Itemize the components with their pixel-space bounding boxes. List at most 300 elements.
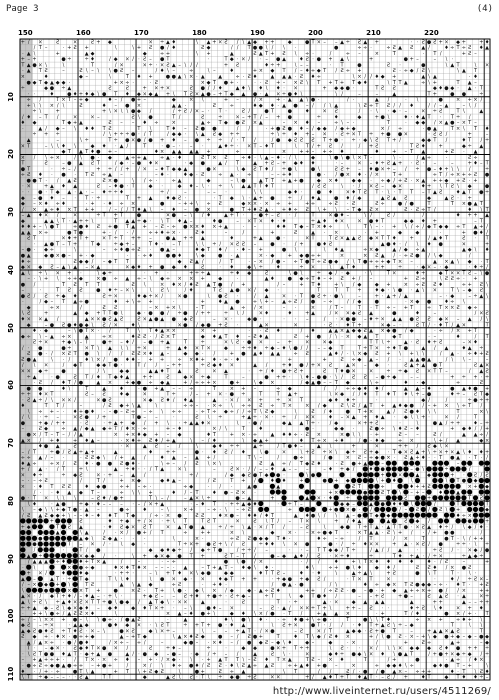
stitch-symbol: ◆ [85, 322, 89, 328]
stitch-symbol: · [231, 253, 233, 259]
stitch-symbol: / [39, 97, 41, 103]
stitch-symbol: ♦ [21, 224, 25, 230]
stitch-symbol: · [388, 449, 390, 455]
stitch-symbol: ● [114, 311, 119, 317]
stitch-symbol: / [393, 409, 395, 415]
stitch-symbol: Ƨ [132, 351, 135, 357]
stitch-symbol: \ [330, 646, 332, 652]
stitch-symbol: ÷ [195, 380, 199, 386]
stitch-symbol: T [78, 363, 83, 369]
stitch-symbol: T [136, 634, 141, 640]
stitch-symbol: ♦ [108, 513, 112, 519]
stitch-symbol: T [421, 322, 426, 328]
stitch-symbol: · [411, 39, 413, 45]
stitch-symbol: – [138, 484, 141, 490]
stitch-symbol: + [119, 455, 123, 461]
stitch-symbol: ● [398, 132, 403, 138]
stitch-symbol: Ƨ [375, 143, 378, 149]
stitch-symbol: – [196, 501, 199, 507]
stitch-symbol: T [154, 599, 159, 605]
stitch-symbol: \ [214, 611, 216, 617]
stitch-symbol: ÷ [439, 328, 443, 334]
stitch-symbol: T [386, 270, 391, 276]
stitch-symbol: ▲ [137, 582, 141, 588]
stitch-symbol: T [305, 143, 310, 149]
stitch-symbol: + [119, 496, 123, 502]
stitch-symbol: Ƨ [45, 478, 48, 484]
stitch-symbol: Ƨ [201, 155, 204, 161]
stitch-symbol: \ [306, 97, 308, 103]
stitch-symbol: ♦ [55, 207, 59, 213]
stitch-symbol: ÷ [212, 507, 216, 513]
stitch-symbol: Ƨ [422, 39, 425, 45]
stitch-symbol: · [219, 507, 221, 513]
stitch-symbol: ● [328, 542, 333, 548]
stitch-symbol: + [473, 374, 477, 380]
stitch-symbol: ◆ [410, 328, 414, 334]
stitch-symbol: T [374, 334, 379, 340]
stitch-symbol: × [96, 646, 100, 652]
stitch-symbol: \ [173, 91, 175, 97]
stitch-symbol: ● [311, 472, 316, 478]
stitch-symbol: – [393, 322, 396, 328]
stitch-symbol: T [473, 126, 478, 132]
stitch-symbol: ♦ [84, 605, 88, 611]
stitch-symbol: ♦ [357, 623, 361, 629]
stitch-symbol: – [480, 161, 483, 167]
stitch-symbol: / [57, 213, 59, 219]
stitch-symbol: ◆ [85, 501, 89, 507]
stitch-symbol: ◆ [131, 542, 135, 548]
stitch-symbol: \ [196, 241, 198, 247]
stitch-symbol: – [358, 51, 361, 57]
stitch-symbol: – [167, 444, 170, 450]
stitch-symbol: ▲ [172, 455, 176, 461]
stitch-symbol: – [167, 651, 170, 657]
stitch-symbol: · [63, 657, 65, 663]
stitch-symbol: × [27, 317, 31, 323]
stitch-symbol: ● [166, 253, 171, 259]
stitch-symbol: ▲ [474, 149, 478, 155]
stitch-symbol: ▲ [85, 334, 89, 340]
stitch-symbol: · [411, 340, 413, 346]
stitch-symbol: + [265, 438, 269, 444]
filled-stitch [270, 484, 275, 489]
stitch-symbol: – [155, 166, 158, 172]
stitch-symbol: ◆ [317, 178, 321, 184]
stitch-symbol: + [485, 241, 489, 247]
stitch-symbol: ÷ [346, 386, 350, 392]
stitch-symbol: / [63, 363, 65, 369]
stitch-symbol: × [450, 270, 454, 276]
stitch-symbol: Ƨ [375, 184, 378, 190]
stitch-symbol: · [225, 646, 227, 652]
stitch-symbol: ● [241, 351, 246, 357]
stitch-symbol: – [91, 189, 94, 195]
stitch-symbol: ÷ [357, 571, 361, 577]
stitch-symbol: / [74, 640, 76, 646]
stitch-symbol: ◆ [421, 138, 425, 144]
stitch-symbol: / [324, 103, 326, 109]
stitch-symbol: / [237, 45, 239, 51]
stitch-symbol: ÷ [485, 138, 489, 144]
stitch-symbol: Ƨ [381, 86, 384, 92]
stitch-symbol: ● [235, 288, 240, 294]
stitch-symbol: · [335, 542, 337, 548]
stitch-symbol: Ƨ [213, 103, 216, 109]
stitch-symbol: ♦ [264, 184, 268, 190]
filled-stitch [432, 461, 437, 466]
stitch-symbol: Ƨ [451, 184, 454, 190]
stitch-symbol: – [184, 455, 187, 461]
stitch-symbol: / [150, 109, 152, 115]
stitch-symbol: T [73, 207, 78, 213]
stitch-symbol: ◆ [62, 80, 66, 86]
stitch-symbol: ◆ [468, 305, 472, 311]
stitch-symbol: ♦ [38, 172, 42, 178]
stitch-symbol: \ [138, 114, 140, 120]
stitch-symbol: T [96, 478, 101, 484]
stitch-symbol: ▲ [416, 386, 420, 392]
stitch-symbol: × [334, 392, 338, 398]
stitch-symbol: ÷ [27, 455, 31, 461]
stitch-symbol: + [433, 80, 437, 86]
stitch-symbol: \ [451, 357, 453, 363]
stitch-symbol: Ƨ [439, 340, 442, 346]
stitch-symbol: – [463, 340, 466, 346]
stitch-symbol: ♦ [293, 444, 297, 450]
stitch-symbol: × [346, 172, 350, 178]
stitch-symbol: × [294, 86, 298, 92]
stitch-symbol: ÷ [32, 461, 36, 467]
stitch-symbol: + [166, 230, 170, 236]
stitch-symbol: T [61, 467, 66, 473]
stitch-symbol: ◆ [352, 599, 356, 605]
stitch-symbol: · [376, 588, 378, 594]
stitch-symbol: ◆ [288, 386, 292, 392]
stitch-symbol: Ƨ [439, 189, 442, 195]
stitch-symbol: × [108, 334, 112, 340]
stitch-symbol: Ƨ [62, 322, 65, 328]
stitch-symbol: ● [479, 634, 484, 640]
stitch-symbol: T [212, 519, 217, 525]
stitch-symbol: ÷ [415, 224, 419, 230]
stitch-symbol: + [27, 103, 31, 109]
stitch-symbol: \ [283, 651, 285, 657]
stitch-symbol: Ƨ [340, 588, 343, 594]
stitch-symbol: · [185, 161, 187, 167]
stitch-symbol: \ [68, 265, 70, 271]
stitch-symbol: · [399, 109, 401, 115]
stitch-symbol: · [312, 571, 314, 577]
stitch-symbol: · [260, 328, 262, 334]
stitch-symbol: ◆ [387, 328, 391, 334]
stitch-symbol: / [190, 548, 192, 554]
stitch-symbol: ● [50, 86, 55, 92]
stitch-symbol: ▲ [230, 172, 234, 178]
stitch-symbol: \ [301, 270, 303, 276]
stitch-symbol: + [160, 86, 164, 92]
stitch-symbol: ▲ [189, 496, 193, 502]
stitch-symbol: ▲ [479, 109, 483, 115]
filled-stitch [44, 536, 49, 541]
stitch-symbol: ◆ [62, 149, 66, 155]
stitch-symbol: T [392, 51, 397, 57]
stitch-symbol: Ƨ [375, 201, 378, 207]
stitch-symbol: / [428, 530, 430, 536]
stitch-symbol: T [316, 623, 321, 629]
stitch-symbol: Ƨ [120, 461, 123, 467]
stitch-symbol: \ [202, 588, 204, 594]
stitch-symbol: ♦ [183, 345, 187, 351]
stitch-symbol: ◆ [404, 368, 408, 374]
stitch-symbol: + [230, 351, 234, 357]
stitch-symbol: T [270, 109, 275, 115]
stitch-symbol: Ƨ [79, 628, 82, 634]
stitch-symbol: ▲ [346, 328, 350, 334]
stitch-symbol: – [56, 415, 59, 421]
stitch-symbol: ♦ [311, 74, 315, 80]
stitch-symbol: \ [486, 293, 488, 299]
stitch-symbol: – [184, 611, 187, 617]
stitch-symbol: · [115, 553, 117, 559]
stitch-symbol: – [318, 345, 321, 351]
stitch-symbol: Ƨ [137, 317, 140, 323]
stitch-symbol: ♦ [148, 161, 152, 167]
stitch-symbol: · [347, 640, 349, 646]
stitch-symbol: ♦ [264, 166, 268, 172]
stitch-symbol: T [427, 91, 432, 97]
stitch-symbol: Ƨ [224, 322, 227, 328]
stitch-symbol: ▲ [178, 611, 182, 617]
stitch-symbol: ● [56, 449, 61, 455]
stitch-symbol: + [32, 657, 36, 663]
stitch-symbol: Ƨ [364, 374, 367, 380]
filled-stitch [461, 501, 466, 506]
stitch-symbol: × [346, 415, 350, 421]
stitch-symbol: + [421, 634, 425, 640]
stitch-symbol: ◆ [468, 651, 472, 657]
stitch-symbol: · [434, 322, 436, 328]
stitch-symbol: T [316, 605, 321, 611]
stitch-symbol: – [468, 599, 471, 605]
stitch-symbol: Ƨ [335, 236, 338, 242]
stitch-symbol: T [212, 282, 217, 288]
stitch-symbol: – [91, 496, 94, 502]
stitch-symbol: ▲ [381, 195, 385, 201]
stitch-symbol: ÷ [363, 45, 367, 51]
stitch-symbol: ▲ [131, 455, 135, 461]
stitch-symbol: ◆ [247, 265, 251, 271]
stitch-symbol: ◆ [241, 594, 245, 600]
stitch-symbol: \ [428, 634, 430, 640]
stitch-symbol: · [156, 657, 158, 663]
stitch-symbol: ● [177, 553, 182, 559]
filled-stitch [61, 565, 66, 570]
stitch-symbol: ▲ [212, 397, 216, 403]
stitch-symbol: Ƨ [114, 305, 117, 311]
stitch-symbol: ♦ [415, 426, 419, 432]
stitch-symbol: ♦ [131, 357, 135, 363]
filled-stitch [61, 524, 66, 529]
stitch-symbol: ◆ [381, 74, 385, 80]
stitch-symbol: \ [347, 57, 349, 63]
stitch-symbol: ▲ [62, 599, 66, 605]
stitch-symbol: × [172, 120, 176, 126]
stitch-symbol: ♦ [67, 599, 71, 605]
stitch-symbol: ● [438, 542, 443, 548]
stitch-symbol: + [433, 403, 437, 409]
stitch-symbol: ▲ [259, 120, 263, 126]
stitch-symbol: ÷ [294, 259, 298, 265]
stitch-symbol: \ [243, 438, 245, 444]
stitch-symbol: T [374, 86, 379, 92]
stitch-symbol: \ [45, 611, 47, 617]
stitch-symbol: ▲ [143, 444, 147, 450]
stitch-symbol: · [40, 288, 42, 294]
stitch-symbol: / [428, 253, 430, 259]
stitch-symbol: + [305, 646, 309, 652]
stitch-symbol: · [254, 213, 256, 219]
stitch-symbol: ÷ [259, 265, 263, 271]
stitch-symbol: · [457, 571, 459, 577]
stitch-symbol: ÷ [125, 571, 129, 577]
stitch-symbol: / [156, 363, 158, 369]
stitch-symbol: ♦ [131, 322, 135, 328]
stitch-symbol: T [369, 513, 374, 519]
stitch-symbol: T [55, 241, 60, 247]
stitch-symbol: ▲ [253, 444, 257, 450]
stitch-symbol: / [353, 392, 355, 398]
stitch-symbol: ▲ [410, 599, 414, 605]
stitch-symbol: ▲ [468, 86, 472, 92]
stitch-symbol: ♦ [485, 39, 489, 45]
stitch-symbol: \ [393, 623, 395, 629]
stitch-symbol: / [144, 455, 146, 461]
stitch-symbol: \ [347, 224, 349, 230]
stitch-symbol: + [473, 276, 477, 282]
stitch-symbol: Ƨ [201, 114, 204, 120]
stitch-symbol: × [410, 299, 414, 305]
filled-stitch [455, 466, 460, 471]
stitch-symbol: ♦ [351, 519, 355, 525]
stitch-symbol: · [80, 270, 82, 276]
stitch-symbol: ◆ [21, 201, 25, 207]
stitch-symbol: – [352, 501, 355, 507]
stitch-symbol: T [67, 149, 72, 155]
stitch-symbol: Ƨ [422, 542, 425, 548]
stitch-symbol: – [231, 634, 234, 640]
stitch-symbol: \ [364, 213, 366, 219]
stitch-symbol: ▲ [178, 634, 182, 640]
stitch-symbol: T [357, 189, 362, 195]
stitch-symbol: · [480, 455, 482, 461]
stitch-symbol: ♦ [270, 276, 274, 282]
stitch-symbol: Ƨ [364, 449, 367, 455]
stitch-symbol: ÷ [386, 166, 390, 172]
stitch-symbol: \ [45, 507, 47, 513]
stitch-symbol: × [381, 322, 385, 328]
stitch-symbol: Ƨ [311, 657, 314, 663]
stitch-symbol: + [143, 594, 147, 600]
stitch-symbol: · [469, 455, 471, 461]
stitch-symbol: + [323, 605, 327, 611]
stitch-symbol: / [469, 467, 471, 473]
stitch-symbol: ÷ [323, 449, 327, 455]
stitch-symbol: + [439, 178, 443, 184]
stitch-symbol: Ƨ [404, 363, 407, 369]
stitch-symbol: T [55, 97, 60, 103]
stitch-symbol: ♦ [84, 224, 88, 230]
stitch-symbol: + [282, 363, 286, 369]
stitch-symbol: ÷ [67, 345, 71, 351]
stitch-symbol: ● [206, 605, 211, 611]
stitch-symbol: ♦ [270, 542, 274, 548]
stitch-symbol: + [259, 247, 263, 253]
stitch-symbol: / [109, 640, 111, 646]
filled-stitch [409, 518, 414, 523]
stitch-symbol: + [44, 276, 48, 282]
stitch-symbol: ◆ [102, 363, 106, 369]
stitch-symbol: · [318, 97, 320, 103]
stitch-symbol: \ [231, 403, 233, 409]
stitch-symbol: + [392, 657, 396, 663]
stitch-symbol: ● [293, 103, 298, 109]
stitch-symbol: ◆ [445, 178, 449, 184]
stitch-symbol: T [369, 524, 374, 530]
stitch-symbol: ▲ [183, 218, 187, 224]
stitch-symbol: \ [335, 582, 337, 588]
stitch-symbol: \ [196, 39, 198, 45]
stitch-symbol: + [462, 230, 466, 236]
stitch-symbol: T [357, 132, 362, 138]
stitch-symbol: ● [114, 409, 119, 415]
stitch-symbol: T [84, 386, 89, 392]
stitch-symbol: × [166, 86, 170, 92]
stitch-symbol: T [450, 126, 455, 132]
stitch-symbol: · [51, 634, 53, 640]
stitch-symbol: ♦ [346, 397, 350, 403]
stitch-symbol: × [357, 576, 361, 582]
stitch-symbol: T [78, 548, 83, 554]
stitch-symbol: T [427, 207, 432, 213]
stitch-symbol: + [415, 484, 419, 490]
stitch-symbol: / [480, 472, 482, 478]
filled-stitch [26, 576, 31, 581]
filled-stitch [310, 507, 315, 512]
filled-stitch [270, 472, 275, 477]
stitch-symbol: Ƨ [306, 207, 309, 213]
stitch-symbol: ● [473, 386, 478, 392]
stitch-symbol: × [323, 438, 327, 444]
stitch-symbol: Ƨ [329, 241, 332, 247]
stitch-symbol: ● [253, 317, 258, 323]
stitch-symbol: ● [27, 80, 32, 86]
stitch-symbol: × [462, 120, 466, 126]
stitch-symbol: ÷ [21, 86, 25, 92]
stitch-symbol: · [277, 103, 279, 109]
stitch-symbol: ÷ [479, 599, 483, 605]
stitch-symbol: × [305, 415, 309, 421]
stitch-symbol: \ [370, 380, 372, 386]
stitch-symbol: ◆ [445, 224, 449, 230]
stitch-symbol: T [119, 213, 124, 219]
stitch-symbol: × [21, 368, 25, 374]
stitch-symbol: T [223, 374, 228, 380]
stitch-symbol: ♦ [427, 386, 431, 392]
stitch-symbol: ÷ [473, 305, 477, 311]
stitch-symbol: T [84, 340, 89, 346]
